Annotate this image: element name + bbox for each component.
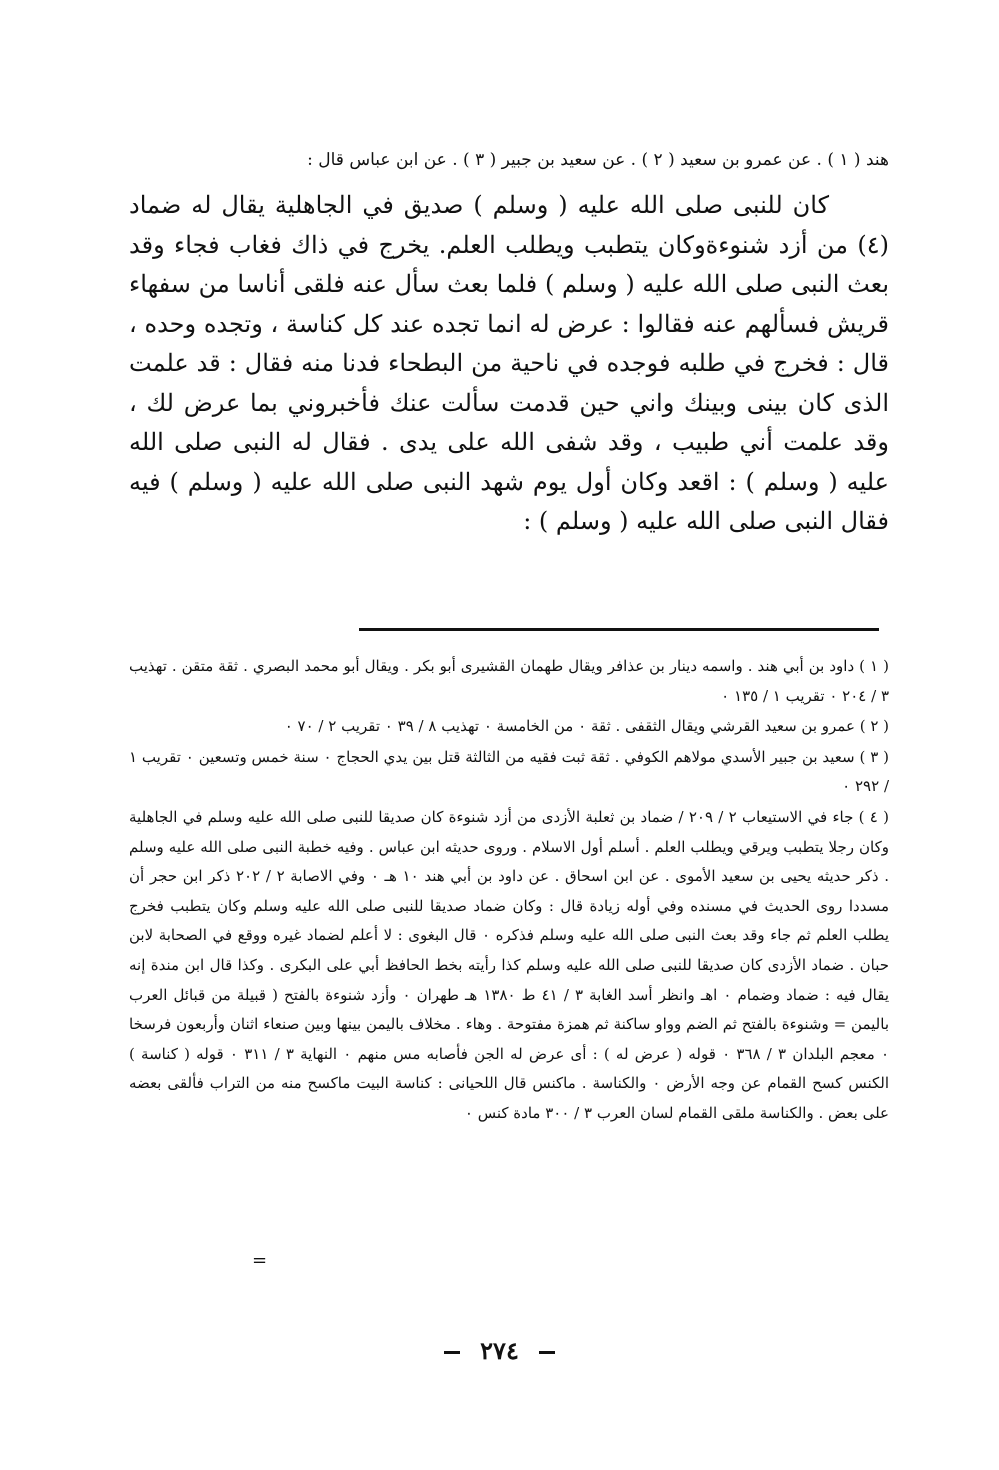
footnote-1: ( ١ ) داود بن أبي هند . واسمه دينار بن عذافر ويقال طهمان القشيرى أبو بكر . ويقال أبو محمد البصري . ثقة متقن . تهذيب ٣ / ٢٠٤ ٠ تقريب ١ / ١٣٥ ٠ bbox=[129, 657, 889, 705]
footnote-2: ( ٢ ) عمرو بن سعيد القرشي ويقال الثقفى . ثقة ٠ من الخامسة ٠ تهذيب ٨ / ٣٩ ٠ تقريب ٢ / ٧٠ ٠ bbox=[284, 717, 889, 736]
main-text-block bbox=[129, 186, 889, 542]
page-number-footer bbox=[0, 1336, 999, 1365]
footnote-4: ( ٤ ) جاء في الاستيعاب ٢ / ٢٠٩ / ضماد بن ثعلبة الأزدى من أزد شنوءة كان صديقا للنبى صلى الله عليه وسلم في الجاهلية وكان رجلا يتطبب ويرقي ويطلب العلم . أسلم أول الاسلام . وروى حديثه ابن عباس . وفيه خطبة النبى صلى الله عليه وسلم . ذكر حديثه يحيى بن سعيد الأموى . عن ابن اسحاق . عن داود بن أبي هند ١٠ هـ ٠ وفي الاصابة ٢ / ٢٠٢ ذكر ابن حجر أن مسددا روى الحديث في مسنده وفي أوله زيادة قال : وكان ضماد صديقا للنبى صلى الله عليه وسلم وكان يتطبب فخرج يطلب العلم ثم جاء وقد بعث النبى صلى الله عليه وسلم فذكره ٠ قال البغوى : لا أعلم لضماد غيره ووقع في الصحابة لابن حبان . ضماد الأزدى كان صديقا للنبى صلى الله عليه وسلم كذا رأيته بخط الحافظ أبي على البكرى . وكذا قال ابن مندة إنه يقال فيه : ضماد وضمام ٠ اهـ وانظر أسد الغابة ٣ / ٤١ ط ١٣٨٠ هـ طهران ٠ وأزد شنوءة بالفتح ( قبيلة من قبائل العرب باليمن = وشنوءة بالفتح ثم الضم وواو ساكنة ثم همزة مفتوحة . وهاء . مخلاف باليمن بينها وبين صنعاء اثنان وأربعون فرسخا ٠ معجم البلدان ٣ / ٣٦٨ ٠ قوله ( عرض له ) : أى عرض له الجن فأصابه مس منهم ٠ النهاية ٣ / ٣١١ ٠ قوله ( كناسة ) الكنس كسح القمام عن وجه الأرض ٠ والكناسة . ماكنس قال اللحيانى : كناسة البيت ماكسح منه من التراب فألقى بعضه على بعض . والكناسة ملقى القمام لسان العرب ٣ / ٣٠٠ مادة كنس ٠ bbox=[129, 807, 890, 1122]
continuation-mark: = bbox=[252, 1250, 268, 1271]
page-number: ٢٧٤ bbox=[480, 1336, 519, 1365]
page-number-dash-right bbox=[539, 1351, 555, 1354]
main-paragraph: كان للنبى صلى الله عليه ( وسلم ) صديق في الجاهلية يقال له ضماد (٤) من أزد شنوءةوكان يتطبب ويطلب العلم. يخرج في ذاك فغاب فجاء وقد بعث النبى صلى الله عليه ( وسلم ) فلما بعث سأل عنه فلقى أناسا من سفهاء قريش فسألهم عنه فقالوا : عرض له انما تجده عند كل كناسة ، وتجده وحده ، قال : فخرج في طلبه فوجده في ناحية من البطحاء فدنا منه فقال : قد علمت الذى كان بينى وبينك واني حين قدمت سألت عنك فأخبروني بما عرض لك ، وقد علمت أني طبيب ، وقد شفى الله على يدى . فقال له النبى صلى الله عليه ( وسلم ) : اقعد وكان أول يوم شهد النبى صلى الله عليه ( وسلم ) فيه فقال النبى صلى الله عليه ( وسلم ) : bbox=[129, 191, 890, 535]
page-number-dash-left bbox=[444, 1351, 460, 1354]
footnote-3: ( ٣ ) سعيد بن جبير الأسدي مولاهم الكوفي . ثقة ثبت فقيه من الثالثة قتل بين يدي الحجاج ٠ سنة خمس وتسعين ٠ تقريب ١ / ٢٩٢ ٠ bbox=[129, 747, 890, 796]
footnote-divider bbox=[359, 628, 879, 631]
footnotes bbox=[129, 652, 889, 1130]
isnad-chain-line: هند ( ١ ) . عن عمرو بن سعيد ( ٢ ) . عن سعيد بن جبير ( ٣ ) . عن ابن عباس قال : bbox=[307, 150, 889, 170]
